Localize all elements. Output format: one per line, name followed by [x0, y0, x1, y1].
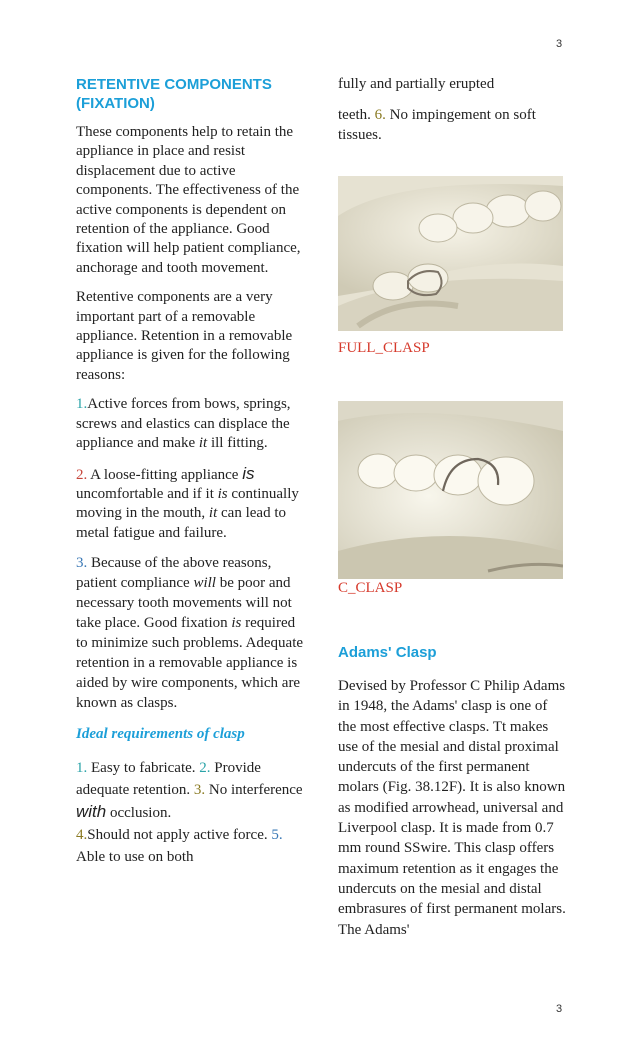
adams-clasp-paragraph: Devised by Professor C Philip Adams in 1948, the Adams' clasp is one of the most effective clasps. Tt makes use of the mesial and distal proximal undercuts of the first permanent molars (Fig. 38.12F). It is also known as modified arrowhead, universal and Liverpool clasp. It is made from 0.7 mm round SSwire. This clasp offers maximum retention as it engages the undercuts on the mesial and distal embrasures of first permanent molars. The Adams'	[338, 678, 566, 938]
c-clasp-caption: C_CLASP	[338, 580, 403, 596]
page-number-bottom: 3	[556, 1003, 563, 1015]
right-column-top	[338, 75, 568, 155]
dental-cast-illustration-2	[338, 401, 563, 579]
requirement-6: teeth. 6. No impingement on soft tissues.	[338, 107, 536, 143]
continuation-line: fully and partially erupted	[338, 76, 495, 92]
ideal-requirements-list: 1. Easy to fabricate. 2. Provide adequate retention. 3. No interference with occlusion. 4.Should not apply active force. 5. Able to use on both	[76, 759, 303, 865]
full-clasp-caption: FULL_CLASP	[338, 340, 430, 356]
dental-cast-illustration-1	[338, 176, 563, 331]
heading-line-2: (FIXATION)	[76, 95, 155, 112]
reason-1-number: 1.	[76, 396, 88, 413]
intro-paragraph: These components help to retain the appliance in place and resist displacement due to active components. The effectiveness of the active components is dependent on retention of the appliance. Good fixation will help patient compliance, anchorage and tooth movement.	[76, 124, 301, 276]
adams-clasp-heading: Adams' Clasp	[338, 644, 437, 661]
heading-line-1: RETENTIVE COMPONENTS	[76, 76, 272, 93]
ideal-requirements-heading: Ideal requirements of clasp	[76, 726, 245, 743]
full-clasp-photo	[338, 176, 563, 331]
c-clasp-photo	[338, 401, 563, 579]
right-column-bottom	[338, 643, 568, 950]
left-column	[76, 75, 306, 878]
retention-intro-paragraph: Retentive components are a very important part of a removable appliance. Retention in a removable appliance is given for the following reasons:	[76, 289, 293, 383]
reason-2-number: 2.	[76, 466, 88, 483]
reason-3: 3. Because of the above reasons, patient compliance will be poor and necessary tooth movements will not take place. Good fixation is required to minimize such problems. Adequate retention in a removable appliance is aided by wire components, which are known as clasps.	[76, 555, 304, 712]
reason-3-number: 3.	[76, 555, 88, 572]
page-number-top: 3	[556, 38, 563, 50]
reason-1: 1.Active forces from bows, springs, screws and elastics can displace the appliance and make it ill fitting.	[76, 396, 291, 452]
reason-2: 2. A loose-fitting appliance is uncomfortable and if it is continually moving in the mouth, it can lead to metal fatigue and failure.	[76, 463, 299, 541]
retentive-components-heading	[76, 75, 306, 113]
